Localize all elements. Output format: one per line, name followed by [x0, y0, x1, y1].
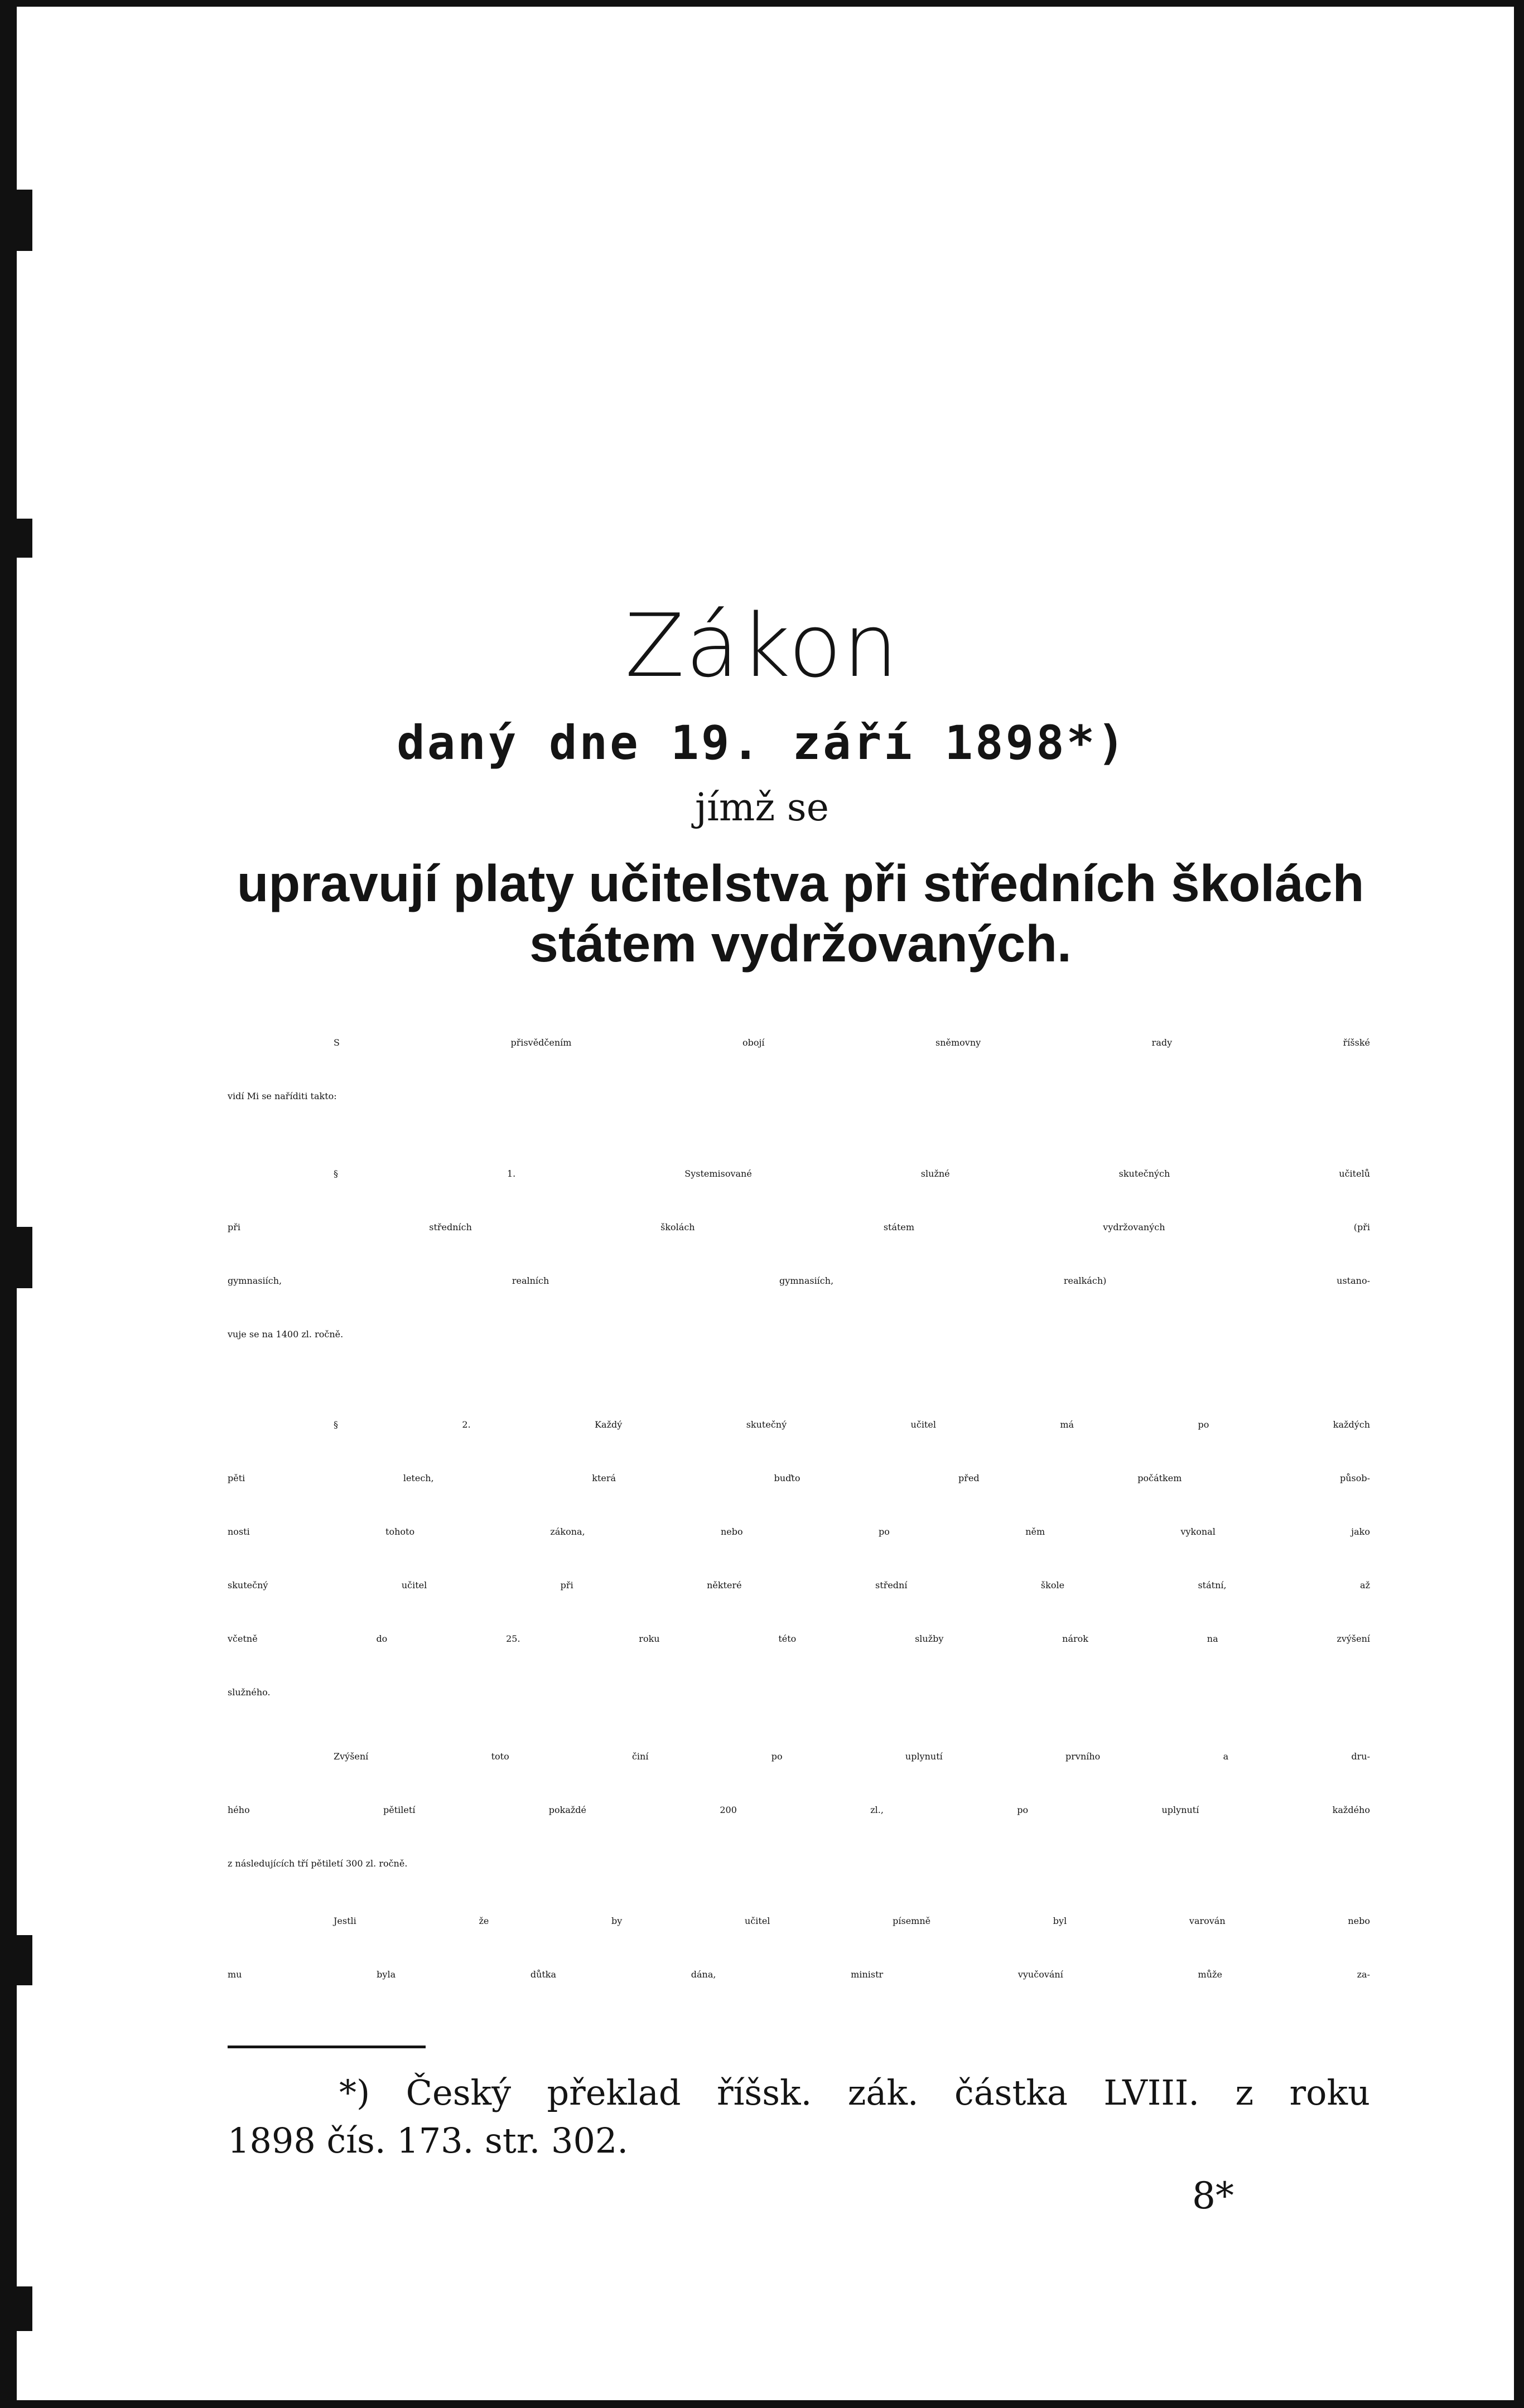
paragraph-3 [228, 1751, 1370, 1912]
text-line: § 1. Systemisované služné skutečných učitelů [334, 1168, 1370, 1179]
subtitle-line: upravují platy učitelstva při středních školách [237, 854, 1364, 912]
subtitle-line: státem vydržovaných. [529, 915, 1072, 973]
footnote-line: *) Český překlad říšsk. zák. částka LVIII. z roku [339, 2072, 1370, 2113]
paragraph-4 [228, 1916, 1370, 2023]
document-subtitle [223, 853, 1378, 974]
text-line: včetně do 25. roku této služby nárok na zvýšení [228, 1633, 1370, 1644]
scan-edge-mark [13, 1227, 32, 1288]
text-line: skutečný učitel při některé střední škole státní, až [228, 1580, 1370, 1590]
text-line: pěti letech, která buďto před počátkem působ- [228, 1473, 1370, 1483]
intro-paragraph [228, 1037, 1370, 1144]
text-line: gymnasiích, realních gymnasiích, realkách) ustano- [228, 1275, 1370, 1286]
document-connector: jímž se [695, 786, 829, 830]
scan-edge-mark [13, 2286, 32, 2331]
document-date: daný dne 19. září 1898*) [397, 715, 1127, 770]
footnote-divider [228, 2046, 426, 2048]
text-line: při středních školách státem vydržovaných (při [228, 1222, 1370, 1232]
scan-border-bottom [0, 2400, 1524, 2408]
text-line: služného. [228, 1687, 271, 1698]
scan-border-top [0, 0, 1524, 7]
text-line: mu byla důtka dána, ministr vyučování může za- [228, 1969, 1370, 1980]
text-line: vuje se na 1400 zl. ročně. [228, 1329, 344, 1340]
text-line: Jestli že by učitel písemně byl varován nebo [334, 1916, 1370, 1926]
text-line: S přisvědčením obojí sněmovny rady říšské [334, 1037, 1370, 1048]
footnote-line: 1898 čís. 173. str. 302. [228, 2120, 629, 2161]
text-line: hého pětiletí pokaždé 200 zl., po uplynutí každého [228, 1805, 1370, 1815]
scan-border-right [1514, 0, 1524, 2408]
scan-edge-mark [13, 1935, 32, 1985]
text-line: § 2. Každý skutečný učitel má po každých [334, 1419, 1370, 1430]
text-line: z následujících tří pětiletí 300 zl. ročně. [228, 1858, 408, 1869]
section-1-paragraph [228, 1168, 1370, 1382]
text-line: vidí Mi se naříditi takto: [228, 1091, 337, 1101]
text-line: Zvýšení toto činí po uplynutí prvního a dru- [334, 1751, 1370, 1762]
scan-edge-mark [13, 190, 32, 251]
page-number: 8* [1192, 2174, 1234, 2217]
footnote [228, 2069, 1370, 2165]
text-line: nosti tohoto zákona, nebo po něm vykonal jako [228, 1526, 1370, 1537]
scan-edge-mark [13, 519, 32, 558]
section-2-paragraph [228, 1419, 1370, 1740]
document-title: Zákon [625, 595, 899, 697]
scan-border-left [0, 0, 17, 2408]
